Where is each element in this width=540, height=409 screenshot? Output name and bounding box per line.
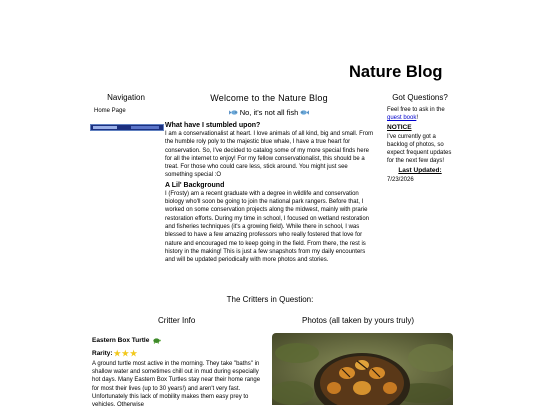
critter-description: A ground turtle most active in the morning. They take "baths" in shallow water and sometimes chill out in mud during especially hot days. Many Eastern Box Turtles stay near their home range for most their lives (up to 30 years!) and aren't very fast. Unfortunately this lack of mobility makes them easy prey to vehicles. Otherwise	[92, 361, 261, 409]
nav-decorative-bar	[90, 124, 164, 131]
notice-text: I've currently got a backlog of photos, so expect frequent updates for the next few days!	[387, 134, 452, 164]
navigation-heading: Navigation	[107, 93, 145, 102]
subheading-row	[164, 108, 374, 117]
star-icon: ★	[113, 349, 121, 358]
guestbook-prompt-suffix: !	[416, 115, 419, 121]
guestbook-prompt-prefix: Feel free to ask in the	[387, 107, 445, 113]
star-icon: ★	[121, 349, 129, 358]
questions-heading: Got Questions?	[392, 93, 448, 102]
section-body-about: I am a conservationalist at heart. I love animals of all kind, big and small. From the humble roly poly to the majestic blue whale, I have a true heart for conservation. So, I've decided to catalog some of my more special finds here for all the internet to enjoy! For my fellow conservationalist, this should be a treat. For those who could care less, stick around. You might just see something special :O	[165, 131, 374, 179]
turtle-photo	[272, 333, 453, 405]
critter-name: Eastern Box Turtle	[92, 337, 150, 344]
last-updated-date: 7/23/2026	[387, 177, 414, 183]
nav-bar-highlight-2	[131, 126, 159, 129]
rarity-label: Rarity:	[92, 350, 113, 357]
section-heading-about: What have I stumbled upon?	[165, 122, 261, 129]
section-heading-background: A Lil' Background	[165, 181, 225, 189]
main-content	[164, 93, 374, 266]
turtle-icon	[152, 337, 161, 344]
critter-info-heading: Critter Info	[158, 316, 196, 325]
site-title: Nature Blog	[349, 63, 443, 81]
star-icon: ★	[129, 349, 138, 358]
notice-label: NOTICE	[387, 124, 412, 131]
critter-name-row	[92, 337, 161, 344]
fish-icon	[229, 109, 238, 116]
rarity-row	[92, 349, 137, 358]
subheading-text: No, it's not all fish	[239, 108, 299, 117]
nav-bar-highlight	[93, 126, 117, 129]
guestbook-prompt	[387, 106, 455, 122]
section-body-background: I (Frosty) am a recent graduate with a degree in wildlife and conservation biology who'll soon be going to join the national park rangers. Before that, I worked on some conservation projects along the midwest, mainly with prarie restoration efforts. During my time in school, I focused on wetland restoration and fisheries techniques (it's a growing field). While there in school, I was blessed to have a few amazing professors who really fostered that love for nature and encouraged me to keep going in the field. From there, the rest is history in the making! This is just a few snapshots from my daily encounters and will be updated periodically with more photos and stories.	[165, 190, 369, 264]
navigation-panel	[90, 93, 162, 114]
questions-sidebar	[385, 93, 455, 183]
guestbook-link[interactable]: guest book	[387, 115, 417, 121]
critters-heading: The Critters in Question:	[226, 295, 314, 304]
photos-heading: Photos (all taken by yours truly)	[302, 316, 415, 325]
nav-link-home[interactable]: Home Page	[94, 108, 126, 114]
welcome-heading: Welcome to the Nature Blog	[210, 93, 328, 103]
fish-icon	[300, 109, 309, 116]
last-updated-label: Last Updated:	[398, 167, 442, 174]
